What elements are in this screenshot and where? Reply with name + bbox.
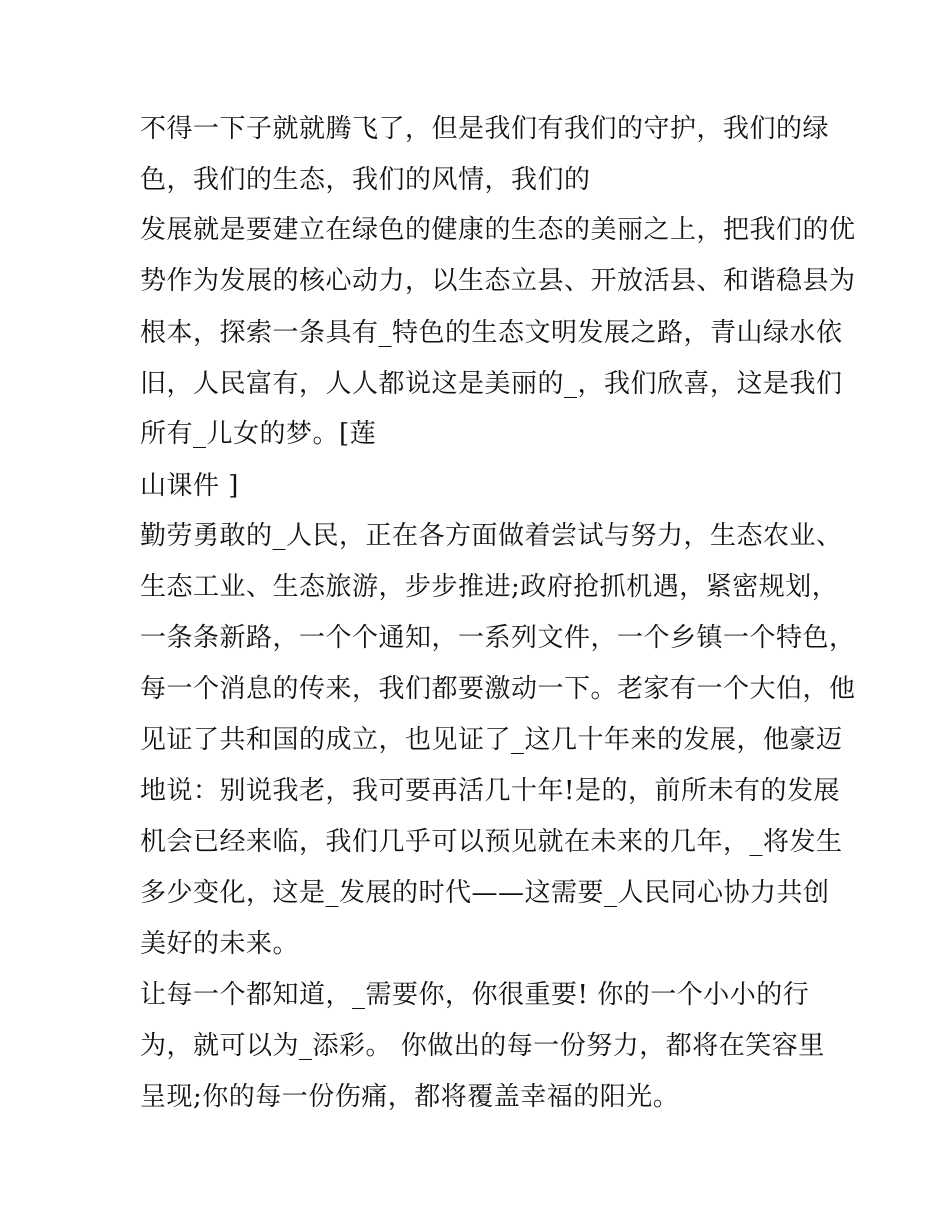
- text-line: 让每一个都知道，_需要你，你很重要! 你的一个小小的行: [140, 980, 810, 1010]
- text-line: 地说：别说我老，我可要再活几十年!是的，前所未有的发展: [140, 776, 840, 806]
- text-line: 美好的未来。: [140, 929, 300, 959]
- text-line: 不得一下子就就腾飞了，但是我们有我们的守护，我们的绿: [140, 114, 830, 144]
- text-line: 一条条新路，一个个通知，一系列文件，一个乡镇一个特色，: [140, 623, 856, 653]
- text-line: 发展就是要建立在绿色的健康的生态的美丽之上，把我们的优: [140, 215, 856, 245]
- text-line: 势作为发展的核心动力，以生态立县、开放活县、和谐稳县为: [140, 266, 856, 296]
- text-line: 为，就可以为_添彩。 你做出的每一份努力，都将在笑容里: [140, 1031, 825, 1061]
- text-line: 多少变化，这是_发展的时代——这需要_人民同心协力共创: [140, 878, 830, 908]
- text-line: 每一个消息的传来，我们都要激动一下。老家有一个大伯，他: [140, 674, 856, 704]
- text-line: 勤劳勇敢的_人民，正在各方面做着尝试与努力，生态农业、: [140, 521, 843, 551]
- text-line: 见证了共和国的成立，也见证了_这几十年来的发展，他豪迈: [140, 725, 843, 755]
- text-line: 山课件 ]: [140, 471, 239, 501]
- text-line: 根本，探索一条具有_特色的生态文明发展之路，青山绿水依: [140, 318, 843, 348]
- text-line: 机会已经来临，我们几乎可以预见就在未来的几年，_将发生: [140, 827, 843, 857]
- text-line: 旧，人民富有，人人都说这是美丽的_，我们欣喜，这是我们: [140, 369, 843, 399]
- text-line: 呈现;你的每一份伤痛，都将覆盖幸福的阳光。: [140, 1082, 680, 1112]
- text-line: 所有_儿女的梦。[莲: [140, 419, 377, 449]
- text-line: 生态工业、生态旅游，步步推进;政府抢抓机遇，紧密规划，: [140, 572, 839, 602]
- text-line: 色，我们的生态，我们的风情，我们的: [140, 165, 591, 195]
